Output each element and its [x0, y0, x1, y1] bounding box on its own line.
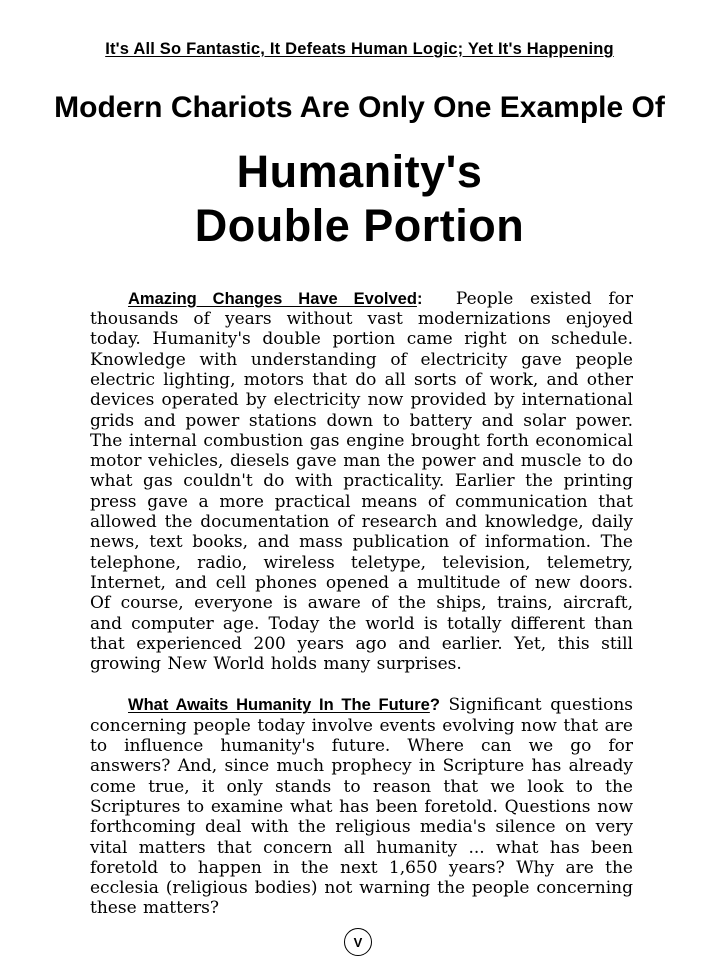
- paragraph-body-text: People existed for thousands of years without vast modernizations enjoyed today. Humanity's double portion came right on schedule. Knowledge with understanding of electricity gave people electric lighting, motors that do all sorts of work, and other devices operated by electricity now provided by international grids and power stations down to battery and solar power. The internal combustion gas engine brought forth economical motor vehicles, diesels gave man the power and muscle to do what gas couldn't do with practicality. Earlier the printing press gave a more practical means of communication that allowed the documentation of research and knowledge, daily news, text books, and mass publication of information. The telephone, radio, wireless teletype, television, telemetry, Internet, and cell phones opened a multitude of new doors. Of course, everyone is aware of the ships, trains, aircraft, and computer age. Today the world is totally different than that experienced 200 years ago and earlier. Yet, this still growing New World holds many surprises.: [90, 288, 633, 675]
- paragraph-lead-punctuation: ?: [429, 696, 440, 715]
- page-title-line1: Humanity's: [236, 145, 483, 197]
- paragraph-lead-text: What Awaits Humanity In The Future: [128, 696, 430, 715]
- paragraph-lead-punctuation: :: [416, 289, 423, 308]
- paragraph-lead-heading: [128, 696, 440, 714]
- page-number-text: V: [353, 934, 363, 950]
- paragraph-body-text: Significant questions concerning people today involve events evolving now that are to influence humanity's future. Where can we go for answers? And, since much prophecy in Scripture has already come true, it only stands to reason that we look to the Scriptures to examine what has been foretold. Questions now forthcoming deal with the religious media's silence on very vital matters that concern all humanity ... what has been foretold to happen in the next 1,650 years? Why are the ecclesia (religious bodies) not warning the people concerning these matters?: [90, 695, 634, 919]
- paragraph-what-awaits: [90, 695, 633, 918]
- page-title-line2: Double Portion: [194, 199, 525, 251]
- page-title: [0, 145, 719, 253]
- page-number-badge: [344, 928, 372, 956]
- paragraph-amazing-changes: [90, 289, 633, 675]
- body-text: [90, 289, 633, 919]
- paragraph-lead-text: Amazing Changes Have Evolved: [128, 289, 417, 308]
- paragraph-lead-heading: [128, 290, 422, 308]
- page-subtitle: Modern Chariots Are Only One Example Of: [54, 91, 665, 125]
- page-tagline: It's All So Fantastic, It Defeats Human Logic; Yet It's Happening: [105, 40, 614, 58]
